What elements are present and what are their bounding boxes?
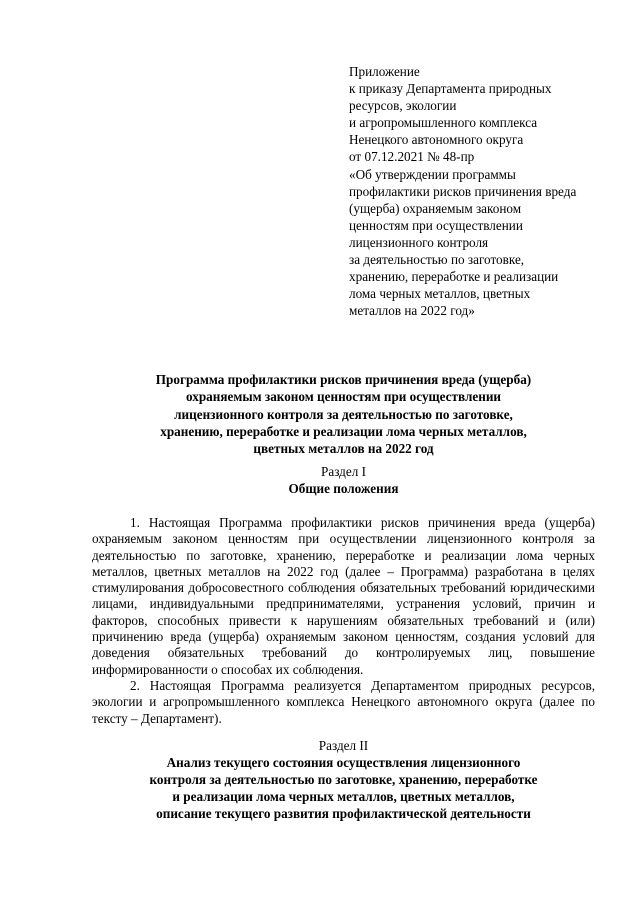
section-2-name-line: контроля за деятельностью по заготовке, хранению, переработке	[149, 772, 538, 787]
document-title	[92, 371, 595, 457]
appendix-line: и агропромышленного комплекса	[349, 115, 538, 131]
section-2-name-line: и реализации лома черных металлов, цветных металлов,	[172, 789, 515, 804]
appendix-line: лома черных металлов, цветных	[349, 286, 531, 302]
title-line: хранению, переработке и реализации лома черных металлов,	[160, 423, 527, 439]
title-line: цветных металлов на 2022 год	[253, 441, 434, 457]
section-1-heading	[92, 463, 595, 497]
section-2-heading	[92, 737, 595, 822]
section-2-name-line: Анализ текущего состояния осуществления лицензионного	[166, 755, 521, 770]
appendix-line: Приложение	[349, 64, 420, 79]
appendix-block	[349, 63, 609, 319]
appendix-line: к приказу Департамента природных	[349, 81, 552, 97]
section-2-name	[92, 754, 595, 822]
paragraph-2: 2. Настоящая Программа реализуется Департаментом природных ресурсов, экологии и агропромышленного комплекса Ненецкого автономного округа (далее по тексту – Департамент).	[92, 677, 595, 726]
section-2-number: Раздел II	[318, 738, 369, 753]
appendix-line: лицензионного контроля	[349, 234, 489, 250]
section-1-name	[92, 480, 595, 497]
appendix-line: профилактики рисков причинения вреда	[349, 183, 577, 199]
appendix-line: металлов на 2022 год»	[349, 303, 475, 319]
title-line: охраняемым законом ценностям при осуществлении	[185, 389, 502, 405]
section-1-body	[92, 515, 595, 727]
appendix-line: «Об утверждении программы	[349, 166, 516, 182]
appendix-line: хранению, переработке и реализации	[349, 269, 559, 285]
appendix-line: ценностям при осуществлении	[349, 217, 523, 233]
paragraph-1: 1. Настоящая Программа профилактики рисков причинения вреда (ущерба) охраняемым законом ценностям при осуществлении лицензионного контроля за деятельностью по заготовке, хранению, переработке и реализации лома черных металлов, цветных металлов на 2022 год (далее – Программа) разработана в целях стимулирования добросовестного соблюдения обязательных требований юридическими лицами, индивидуальными предпринимателями, устранения условий, причин и факторов, способных привести к нарушениям обязательных требований и (или) причинению вреда (ущерба) охраняемым законом ценностям, создания условий для доведения обязательных требований до контролируемых лиц, повышение информированности о способах их соблюдения.	[92, 515, 595, 677]
appendix-line: за деятельностью по заготовке,	[349, 252, 525, 268]
section-2-name-line: описание текущего развития профилактической деятельности	[156, 806, 531, 821]
appendix-line: ресурсов, экологии	[349, 98, 457, 114]
appendix-line: от 07.12.2021 № 48-пр	[349, 149, 475, 165]
section-1-number: Раздел I	[321, 464, 366, 479]
appendix-line: (ущерба) охраняемым законом	[349, 200, 522, 216]
title-line: Программа профилактики рисков причинения вреда (ущерба)	[155, 372, 532, 387]
title-line: лицензионного контроля за деятельностью по заготовке,	[174, 406, 513, 422]
appendix-line: Ненецкого автономного округа	[349, 132, 524, 148]
section-1-name-line: Общие положения	[288, 481, 399, 496]
